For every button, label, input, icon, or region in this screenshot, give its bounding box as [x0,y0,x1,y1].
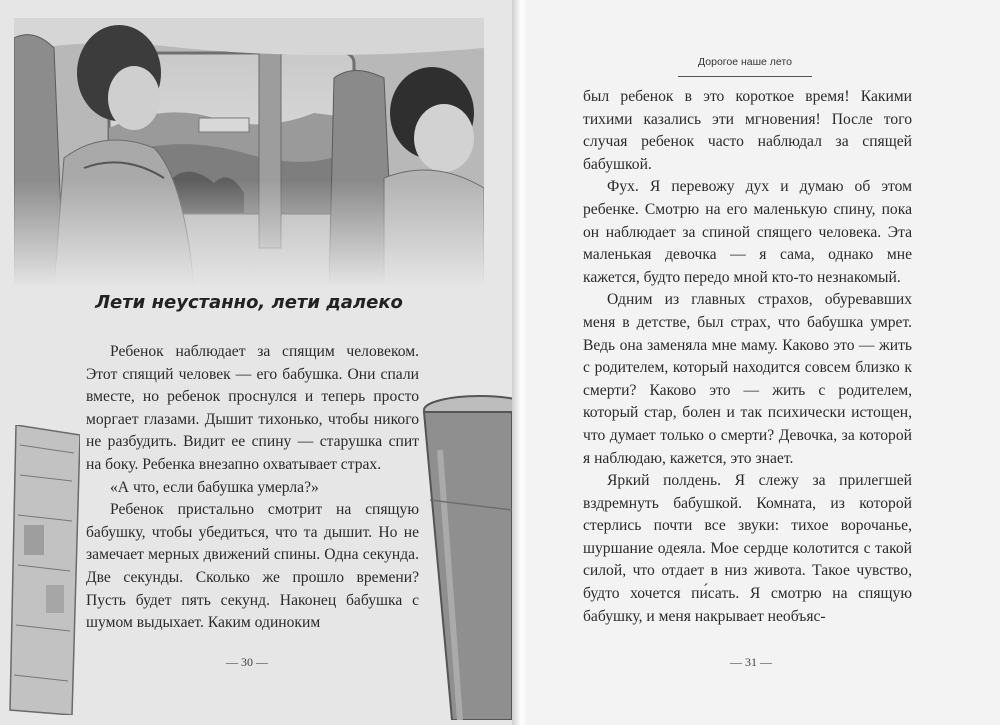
running-head-rule [678,76,812,77]
left-body-text [86,341,419,635]
paragraph: Ребенок наблюдает за спящим человеком. Этот спящий человек — его бабушка. Они спали вместе, но ребенок проснулся и теперь просто моргает глазами. Дышит тихонько, чтобы никого не разбудить. Видит ее спину — старушка спит на боку. Ребенка внезапно охватывает страх. [86,343,419,473]
page-number: — 30 — [226,655,268,669]
cup-illustration [420,390,512,720]
train-window-illustration [14,18,484,288]
paragraph: «А что, если бабушка умерла?» [110,478,319,496]
right-body-text [583,86,912,628]
book-gutter [512,0,527,725]
paragraph: Яркий полдень. Я слежу за прилегшей вздремнуть бабушкой. Комната, из которой стерлись почти все звуки: тихое ворочанье, шуршание одеяла. Мое сердце колотится с такой силой, что отдает в низ живота. Такое чувство, будто хочется пи́сать. Я смотрю на спящую бабушку, и меня накрывает необъяс- [583,472,912,625]
paragraph: Ребенок пристально смотрит на спящую бабушку, чтобы убедиться, что та дышит. Но не замечает мерных движений спины. Одна секунда. Две секунды. Сколько же прошло времени? Пусть будет пять секунд. Наконец бабушка с шумом выдыхает. Каким одиноким [86,501,419,632]
paragraph: был ребенок в это короткое время! Какими тихими казались эти мгновения! После того случая ребенок часто наблюдал за спящей бабушкой. [583,88,912,173]
paragraph: Фух. Я перевожу дух и думаю об этом ребенке. Смотрю на его маленькую спину, пока он наблюдает за спиной спящего человека. Эта маленькая девочка — я сама, однако мне кажется, будто передо мной кто-то незнакомый. [583,178,912,286]
page-number: — 31 — [730,655,772,669]
paragraph: Одним из главных страхов, обуревавших меня в детстве, был страх, что бабушка умрет. Ведь она заменяла мне маму. Каково это — жить с родителем, который находится совсем близко к смерти? Каково это — жить с родителем, который стар, болен и так психически истощен, что думает только о смерти? Девочка, за которой я наблюдаю, кажется, это знает. [583,291,912,467]
chapter-title: Лети неустанно, лети далеко [95,292,403,313]
ticket-illustration [0,425,80,715]
running-head: Дорогое наше лето [698,56,792,68]
